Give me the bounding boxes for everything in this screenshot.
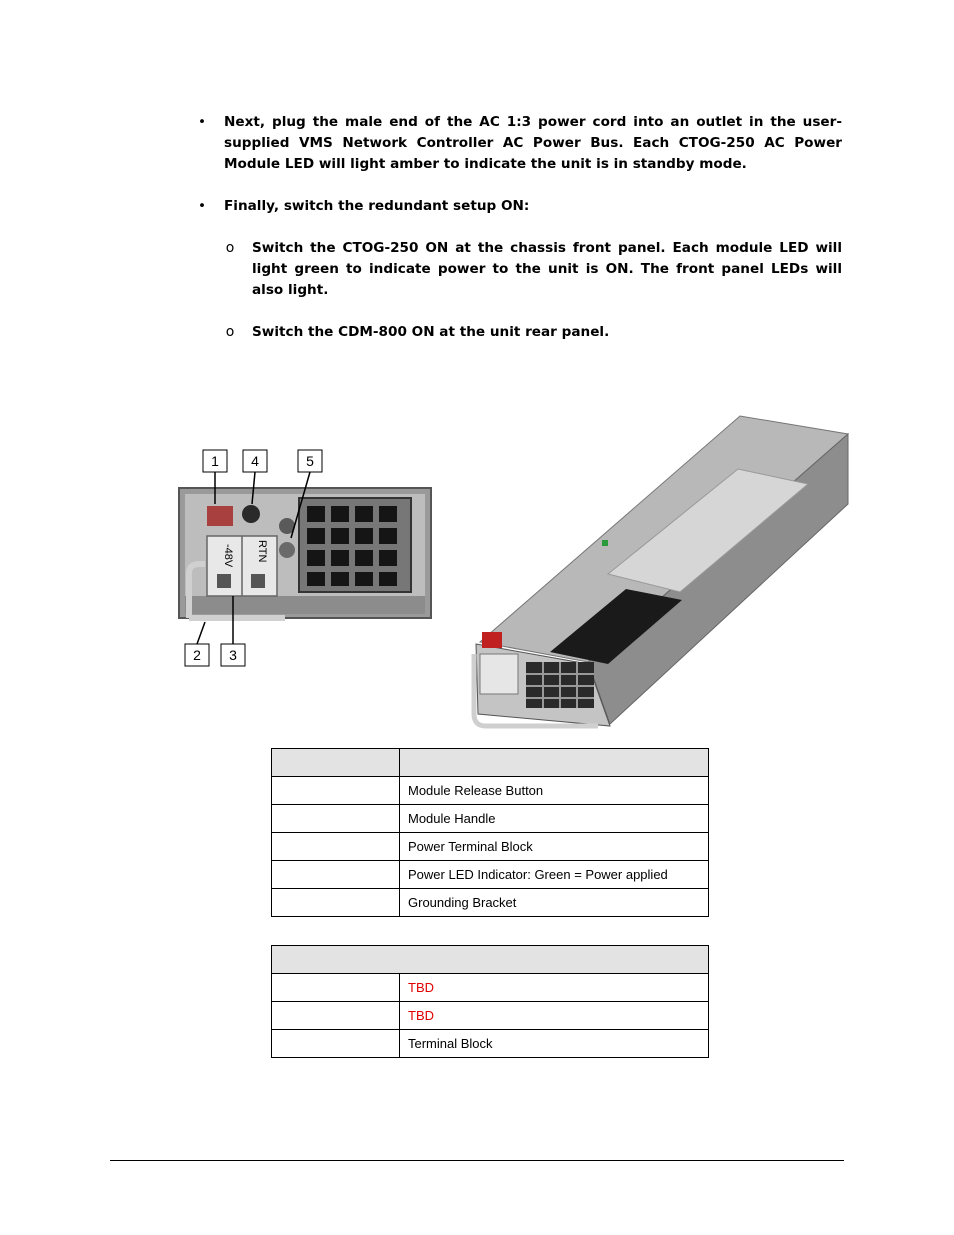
bullet-item [196,112,842,175]
led-indicator-shape [242,505,260,523]
desc-cell: Grounding Bracket [400,889,709,917]
header-cell [272,946,709,974]
callout-3 [221,644,245,666]
item-cell [272,1002,400,1030]
item-cell [272,805,400,833]
rtn-label: RTN [256,540,268,563]
item-cell [272,1030,400,1058]
svg-text:4: 4 [251,453,259,469]
callout-4 [243,450,267,472]
header-cell [400,749,709,777]
callout-5 [298,450,322,472]
bullet-text: Next, plug the male end of the AC 1:3 power cord into an outlet in the user-supplied VMS Network Controller AC Power Bus. Each CTOG-250 AC Power Module LED will light amber to indicate the unit is in standby mode. [224,114,842,172]
table-row [272,833,709,861]
svg-text:2: 2 [193,647,201,663]
circle-bullet-icon: o [225,240,235,256]
table-row [272,805,709,833]
sub-bullet-item [224,238,842,301]
module-isometric-photo [468,414,853,732]
desc-cell: Module Handle [400,805,709,833]
table-row [272,974,709,1002]
sub-bullet-text: Switch the CDM-800 ON at the unit rear panel. [252,324,610,340]
module-components-table [271,748,709,917]
v48-label: -48V [222,544,234,568]
instruction-list [196,112,842,364]
table-row [272,889,709,917]
table-row [272,1002,709,1030]
module-front-photo [175,446,433,671]
desc-cell: Power Terminal Block [400,833,709,861]
bullet-dot-icon: • [197,198,207,214]
footer-divider [110,1160,844,1161]
item-cell [272,777,400,805]
table-header-row [272,749,709,777]
desc-cell: TBD [400,1002,709,1030]
sub-bullet-item [224,322,842,343]
sub-bullet-text: Switch the CTOG-250 ON at the chassis front panel. Each module LED will light green to indicate power to the unit is ON. The front panel LEDs will also light. [252,240,842,298]
svg-text:3: 3 [229,647,237,663]
table-row [272,1030,709,1058]
table-row [272,777,709,805]
table-header-row [272,946,709,974]
circle-bullet-icon: o [225,324,235,340]
bullet-item [196,196,842,217]
desc-cell: Module Release Button [400,777,709,805]
release-button-shape [482,632,502,648]
svg-text:1: 1 [211,453,219,469]
bullet-dot-icon: • [197,114,207,130]
callout-1 [203,450,227,472]
item-cell [272,889,400,917]
svg-text:5: 5 [306,453,314,469]
callout-2 [185,644,209,666]
table-row [272,861,709,889]
item-cell [272,974,400,1002]
header-cell [272,749,400,777]
terminal-table [271,945,709,1058]
item-cell [272,833,400,861]
release-button-shape [207,506,233,526]
desc-cell: TBD [400,974,709,1002]
desc-cell: Terminal Block [400,1030,709,1058]
desc-cell: Power LED Indicator: Green = Power applied [400,861,709,889]
item-cell [272,861,400,889]
bullet-text: Finally, switch the redundant setup ON: [224,198,530,214]
